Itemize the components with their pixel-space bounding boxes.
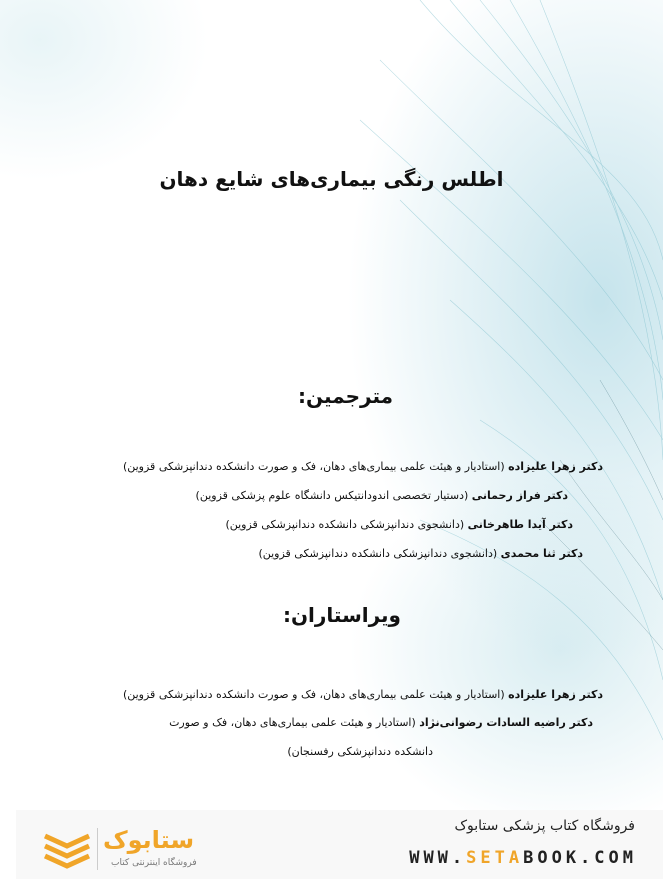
translator-name: دکتر ثنا محمدی [500, 547, 583, 560]
url-accent: SETA [466, 848, 524, 868]
translator-affiliation: (دانشجوی دندانپزشکی دانشکده دندانپزشکی قزوین) [225, 518, 465, 531]
editor-name: دکتر زهرا علیزاده [508, 688, 603, 701]
editor-line [169, 716, 593, 729]
logo-divider [97, 828, 98, 870]
translator-name: دکتر فراز رحمانی [471, 489, 568, 502]
translator-affiliation: (استادیار و هیئت علمی بیماری‌های دهان، فک و صورت دانشکده دندانپزشکی قزوین) [122, 460, 505, 473]
translators-heading: مترجمین: [298, 384, 393, 408]
translator-name: دکتر آیدا طاهرخانی [467, 518, 573, 531]
editor-affiliation: (استادیار و هیئت علمی بیماری‌های دهان، فک و صورت [169, 716, 416, 729]
translator-line [196, 489, 568, 502]
store-name: فروشگاه کتاب پزشکی ستابوک [454, 818, 635, 834]
translator-name: دکتر زهرا علیزاده [508, 460, 603, 473]
logo-wordmark: ستابوک [103, 826, 195, 854]
translator-line [123, 460, 603, 473]
translator-affiliation: (دانشجوی دندانپزشکی دانشکده دندانپزشکی قزوین) [258, 547, 498, 560]
translator-affiliation: (دستیار تخصصی اندودانتیکس دانشگاه علوم پزشکی قزوین) [195, 489, 469, 502]
translator-line [225, 518, 573, 531]
editor-affiliation: (استادیار و هیئت علمی بیماری‌های دهان، فک و صورت دانشکده دندانپزشکی قزوین) [122, 688, 505, 701]
store-footer [16, 810, 663, 879]
editor-name: دکتر راضیه السادات رضوانی‌نژاد [419, 716, 593, 729]
url-prefix: WWW. [409, 848, 467, 868]
store-logo[interactable] [41, 824, 291, 874]
editor-line [123, 688, 603, 701]
editor-affiliation-continuation: دانشکده دندانپزشکی رفسنجان) [287, 745, 433, 758]
book-title: اطلس رنگی بیماری‌های شایع دهان [159, 167, 504, 191]
store-url-link[interactable] [409, 848, 637, 868]
translator-line [258, 547, 583, 560]
editors-heading: ویراستاران: [282, 603, 401, 627]
url-suffix: BOOK.COM [523, 848, 637, 868]
chevron-stack-icon [41, 826, 93, 870]
logo-subtitle: فروشگاه اینترنتی کتاب [111, 858, 197, 868]
